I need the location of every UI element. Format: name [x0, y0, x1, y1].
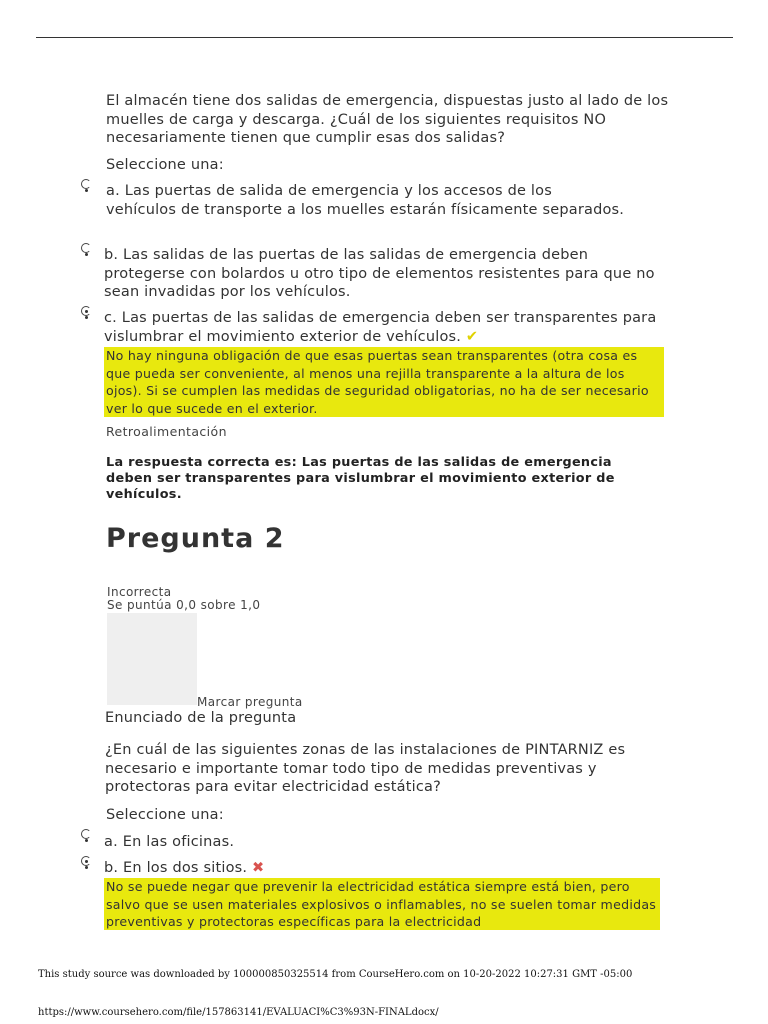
q1-option-b[interactable]: b. Las salidas de las puertas de las salidas de emergencia deben protegerse con bolardos u otro tipo de elementos resistentes para que no sean invadidas por los vehículos.	[104, 247, 655, 300]
q2-specific-feedback: No se puede negar que prevenir la electricidad estática siempre está bien, pero salvo que se usen materiales explosivos o inflamables, no se suelen tomar medidas preventivas y protectoras específicas para la electricidad	[104, 878, 660, 930]
footer-source-line: This study source was downloaded by 100000850325514 from CourseHero.com on 10-20-2022 10:27:31 GMT -05:00	[38, 969, 633, 980]
q2-option-b[interactable]	[104, 859, 264, 878]
q1-option-c-label: c. Las puertas de las salidas de emergencia deben ser transparentes para vislumbrar el movimiento exterior de vehículos.	[104, 310, 657, 345]
q2-heading: Pregunta 2	[106, 523, 285, 554]
cross-icon: ✖	[252, 860, 265, 876]
footer-url[interactable]: https://www.coursehero.com/file/157863141/EVALUACI%C3%93N-FINALdocx/	[38, 1007, 439, 1018]
q1-option-a[interactable]: a. Las puertas de salida de emergencia y los accesos de los vehículos de transporte a los muelles estarán físicamente separados.	[106, 183, 625, 218]
q2-stem-label: Enunciado de la pregunta	[105, 710, 297, 726]
q2-flag-label[interactable]: Marcar pregunta	[197, 695, 303, 709]
q2-option-a[interactable]: a. En las oficinas.	[104, 834, 235, 850]
q1-general-feedback: La respuesta correcta es: Las puertas de las salidas de emergencia deben ser transparentes para vislumbrar el movimiento exterior de vehículos.	[106, 455, 615, 502]
q1-specific-feedback: No hay ninguna obligación de que esas puertas sean transparentes (otra cosa es que pueda ser conveniente, al menos una rejilla transparente a la altura de los ojos). Si se cumplen las medidas de seguridad obligatorias, no ha de ser necesario ver lo que sucede en el exterior.	[104, 347, 664, 417]
q1-stem: El almacén tiene dos salidas de emergencia, dispuestas justo al lado de los muelles de carga y descarga. ¿Cuál de los siguientes requisitos NO necesariamente tienen que cumplir esas dos salidas?	[106, 93, 669, 146]
q2-select-label: Seleccione una:	[106, 807, 224, 823]
q2-option-b-label: b. En los dos sitios.	[104, 860, 248, 876]
q2-option-a-radio[interactable]	[81, 829, 91, 839]
q2-stem: ¿En cuál de las siguientes zonas de las instalaciones de PINTARNIZ es necesario e importante tomar todo tipo de medidas preventivas y protectoras para evitar electricidad estática?	[105, 742, 626, 795]
q1-option-c[interactable]	[104, 309, 674, 346]
q2-option-b-radio[interactable]	[81, 856, 91, 866]
q1-feedback-label: Retroalimentación	[106, 424, 227, 439]
flag-icon[interactable]	[107, 613, 197, 705]
check-icon: ✔	[465, 328, 479, 345]
q2-grade: Se puntúa 0,0 sobre 1,0	[107, 598, 261, 612]
q1-option-c-radio[interactable]	[81, 306, 91, 316]
q1-select-label: Seleccione una:	[106, 157, 224, 173]
top-rule	[36, 37, 733, 38]
q2-status: Incorrecta	[107, 585, 172, 599]
q1-option-b-radio[interactable]	[81, 243, 91, 253]
q1-option-a-radio[interactable]	[81, 179, 91, 189]
